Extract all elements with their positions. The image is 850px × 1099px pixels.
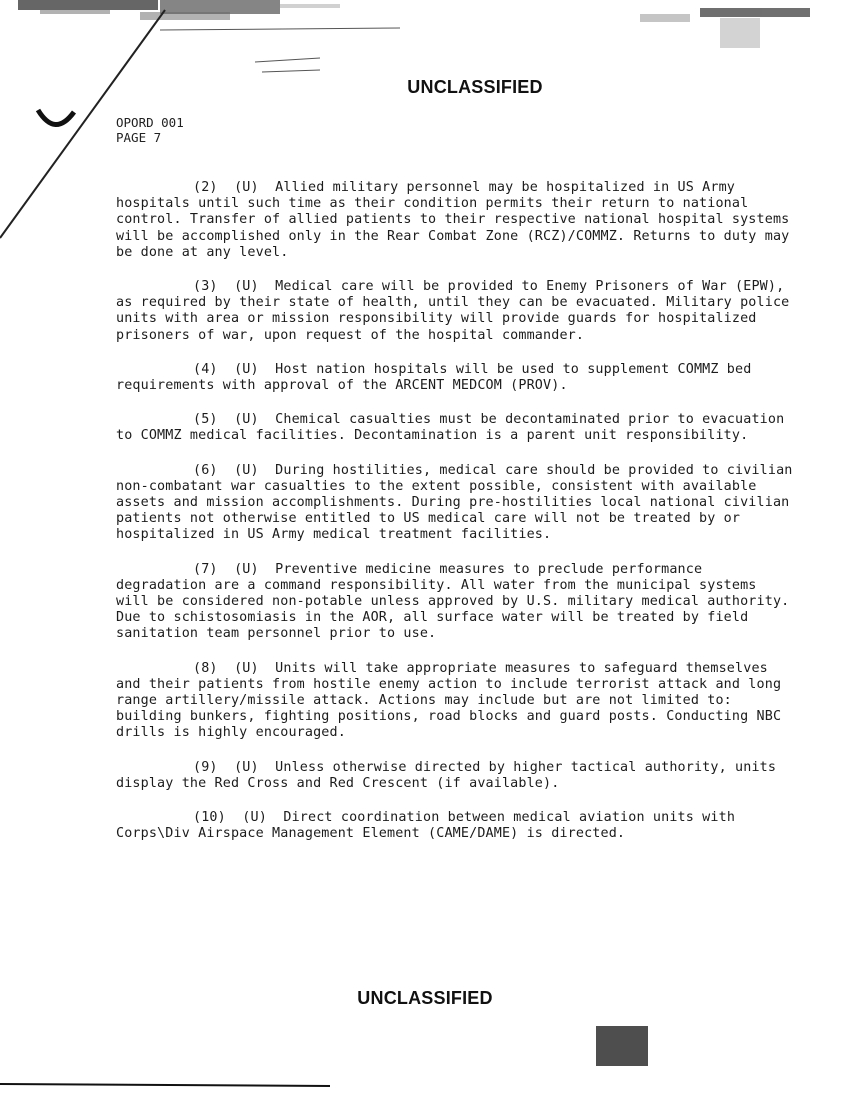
top-left-smudge (18, 0, 340, 20)
top-right-smudge (640, 8, 810, 48)
paragraph-7 (116, 562, 796, 643)
bottom-stamp-mark (596, 1026, 648, 1066)
paragraph-number: (5) (193, 412, 218, 428)
paragraph-9 (116, 760, 796, 792)
small-mark (255, 58, 320, 72)
classification-marking-bottom: UNCLASSIFIED (357, 988, 493, 1008)
paragraph-number: (8) (193, 660, 218, 676)
paragraph-text: Chemical casualties must be decontaminated prior to evacuation to COMMZ medical facilities. Decontamination is a parent unit responsibility. (116, 412, 785, 444)
top-fold-line (160, 28, 400, 30)
paragraph-number: (4) (193, 361, 218, 377)
paragraph-6 (116, 463, 796, 544)
paragraph-number: (9) (193, 759, 218, 775)
paragraph-text: Units will take appropriate measures to safeguard themselves and their patients from hostile enemy action to include terrorist attack and long range artillery/missile attack. Actions may include but are not limited to: building bunkers, fighting positions, road blocks and guard posts. Conducting NBC drills is highly encouraged. (116, 660, 782, 741)
classification-tag: (U) (234, 759, 259, 775)
classification-tag: (U) (234, 561, 259, 577)
paragraph-3 (116, 279, 796, 344)
paragraph-text: Allied military personnel may be hospitalized in US Army hospitals until such time as their condition permits their return to national control. Transfer of allied patients to their respective national hospital systems will be accomplished only in the Rear Combat Zone (RCZ)/COMMZ. Returns to duty may be done at any level. (116, 180, 790, 260)
paragraph-5 (116, 412, 796, 444)
document-id: OPORD 001 (116, 115, 184, 130)
paragraph-text: During hostilities, medical care should be provided to civilian non-combatant war casualties to the extent possible, consistent with available assets and mission accomplishments. During pre-hostilities local national civilian patients not otherwise entitled to US medical care will not be treated by or hospitalized in US Army medical treatment facilities. (116, 462, 793, 543)
classification-tag: (U) (234, 462, 259, 478)
classification-marking-top: UNCLASSIFIED (407, 77, 543, 97)
document-body (116, 180, 796, 861)
paragraph-number: (7) (193, 561, 218, 577)
paragraph-text: Unless otherwise directed by higher tactical authority, units display the Red Cross and Red Crescent (if available). (116, 759, 777, 791)
paragraph-2 (116, 180, 796, 261)
paragraph-number: (10) (193, 810, 226, 826)
document-header (116, 115, 184, 145)
hole-punch-arc (38, 110, 74, 125)
paragraph-text: Host nation hospitals will be used to supplement COMMZ bed requirements with approval of the ARCENT MEDCOM (PROV). (116, 361, 752, 394)
classification-tag: (U) (242, 810, 267, 826)
classification-tag: (U) (234, 660, 259, 676)
paragraph-number: (3) (193, 279, 218, 295)
classification-tag: (U) (234, 180, 259, 195)
paragraph-text: Direct coordination between medical aviation units with Corps\Div Airspace Management Element (CAME/DAME) is directed. (116, 810, 736, 842)
paragraph-number: (6) (193, 462, 218, 478)
classification-tag: (U) (234, 279, 259, 295)
paragraph-8 (116, 661, 796, 742)
classification-tag: (U) (234, 412, 259, 428)
page-label: PAGE 7 (116, 130, 162, 145)
paragraph-4 (116, 362, 796, 394)
paragraph-10 (116, 810, 796, 842)
paragraph-text: Medical care will be provided to Enemy Prisoners of War (EPW), as required by their state of health, until they can be evacuated. Military police units with area or mission responsibility will provide guards for hospitalized prisoners of war, upon request of the hospital commander. (116, 279, 790, 343)
classification-tag: (U) (234, 361, 259, 377)
bottom-edge-line (0, 1084, 330, 1086)
paragraph-text: Preventive medicine measures to preclude performance degradation are a command responsibility. All water from the municipal systems will be considered non-potable unless approved by U.S. military medical authority. Due to schistosomiasis in the AOR, all surface water will be treated by field sanitation team personnel prior to use. (116, 561, 790, 642)
paragraph-number: (2) (193, 180, 218, 195)
